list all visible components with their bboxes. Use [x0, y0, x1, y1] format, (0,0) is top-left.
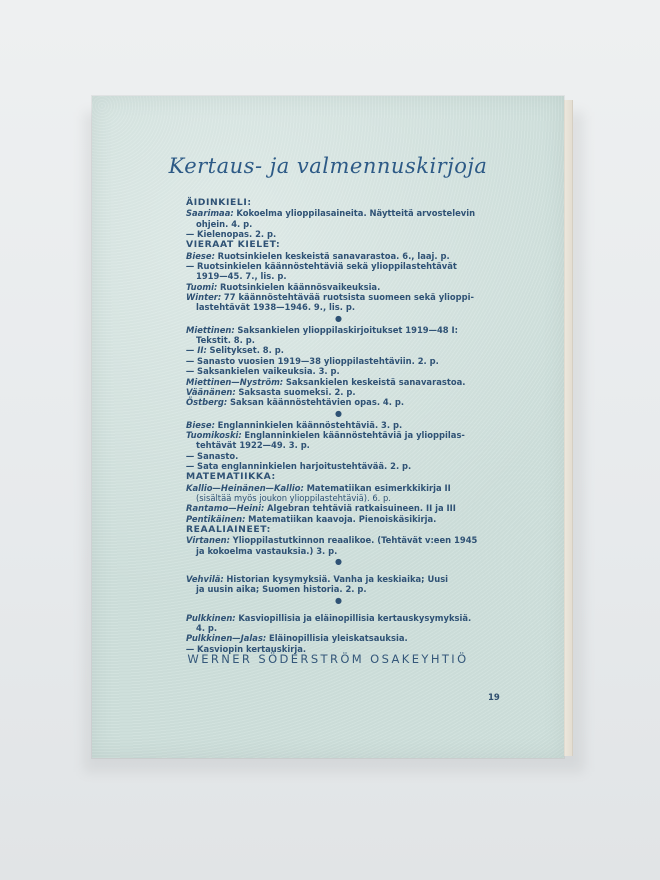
list-item: (sisältää myös joukon ylioppilastehtäviä). 6. p.	[196, 492, 391, 503]
list-item: lastehtävät 1938—1946. 9., lis. p.	[196, 302, 356, 313]
catalog-list	[186, 197, 491, 654]
list-item: Biese: Ruotsinkielen keskeistä sanavarastoa. 6., laaj. p.	[186, 250, 450, 261]
list-item: Virtanen: Ylioppilastutkinnon reaalikoe. (Tehtävät v:een 1945	[186, 535, 478, 546]
page-number: 19	[488, 693, 500, 703]
list-item: tehtävät 1922—49. 3. p.	[196, 440, 310, 451]
list-item: — Kasviopin kertauskirja.	[186, 643, 307, 654]
list-item: — Saksankielen vaikeuksia. 3. p.	[186, 366, 340, 377]
list-item: Pulkkinen: Kasviopillisia ja eläinopillisia kertauskysymyksiä.	[186, 612, 472, 623]
list-item: Rantamo—Heini: Algebran tehtäviä ratkaisuineen. II ja III	[186, 503, 456, 514]
list-item: Winter: 77 käännöstehtävää ruotsista suomeen sekä ylioppi-	[186, 292, 475, 303]
list-item: — Kielenopas. 2. p.	[186, 229, 277, 240]
list-item: Tuomikoski: Englanninkielen käännöstehtäviä ja ylioppilas-	[186, 429, 465, 440]
separator-dot: ●	[335, 595, 342, 605]
list-item: Kallio—Heinänen—Kallio: Matematiikan esimerkkikirja II	[186, 482, 451, 493]
list-item: — Sanasto.	[186, 450, 239, 461]
section-head-vieraat: VIERAAT KIELET:	[186, 239, 281, 251]
list-item: Östberg: Saksan käännöstehtävien opas. 4. p.	[186, 397, 405, 408]
list-item: — II: Selitykset. 8. p.	[186, 345, 284, 356]
list-item: ohjein. 4. p.	[196, 218, 253, 229]
separator-dot: ●	[335, 408, 342, 418]
list-item: Tekstit. 8. p.	[196, 335, 255, 346]
list-item: Miettinen—Nyström: Saksankielen keskeistä sanavarastoa.	[186, 376, 466, 387]
section-head-aidinkieli: ÄIDINKIELI:	[186, 197, 252, 208]
section-head-matematiikka: MATEMATIIKKA:	[186, 471, 276, 483]
list-item: — Ruotsinkielen käännöstehtäviä sekä ylioppilastehtävät	[186, 261, 457, 272]
separator-dot: ●	[335, 313, 342, 323]
book-back-cover	[92, 96, 564, 758]
list-item: ja kokoelma vastauksia.) 3. p.	[196, 545, 338, 556]
list-item: Pulkkinen—Jalas: Eläinopillisia yleiskatsauksia.	[186, 633, 408, 644]
list-item: — Sanasto vuosien 1919—38 ylioppilastehtäviin. 2. p.	[186, 355, 439, 366]
section-head-reaaliaineet: REAALIAINEET:	[186, 523, 271, 535]
list-item: 4. p.	[196, 623, 218, 634]
list-item: Tuomi: Ruotsinkielen käännösvaikeuksia.	[186, 281, 381, 292]
list-item: Miettinen: Saksankielen ylioppilaskirjoitukset 1919—48 I:	[186, 324, 459, 335]
catalog-title: Kertaus- ja valmennuskirjoja	[168, 154, 488, 178]
list-item: Väänänen: Saksasta suomeksi. 2. p.	[186, 386, 356, 397]
list-item: Biese: Englanninkielen käännöstehtäviä. 3. p.	[186, 419, 403, 430]
list-item: — Sata englanninkielen harjoitustehtävää. 2. p.	[186, 460, 412, 471]
list-item: ja uusin aika; Suomen historia. 2. p.	[196, 584, 367, 595]
list-item: Saarimaa: Kokoelma ylioppilasaineita. Näytteitä arvostelevin	[186, 208, 476, 219]
list-item: Vehvilä: Historian kysymyksiä. Vanha ja keskiaika; Uusi	[186, 574, 449, 584]
publisher-name: WERNER SÖDERSTRÖM OSAKEYHTIÖ	[187, 652, 469, 666]
list-item: 1919—45. 7., lis. p.	[196, 271, 287, 282]
list-item: Pentikäinen: Matematiikan kaavoja. Pienoiskäsikirja.	[186, 513, 437, 524]
separator-dot: ●	[335, 557, 342, 566]
